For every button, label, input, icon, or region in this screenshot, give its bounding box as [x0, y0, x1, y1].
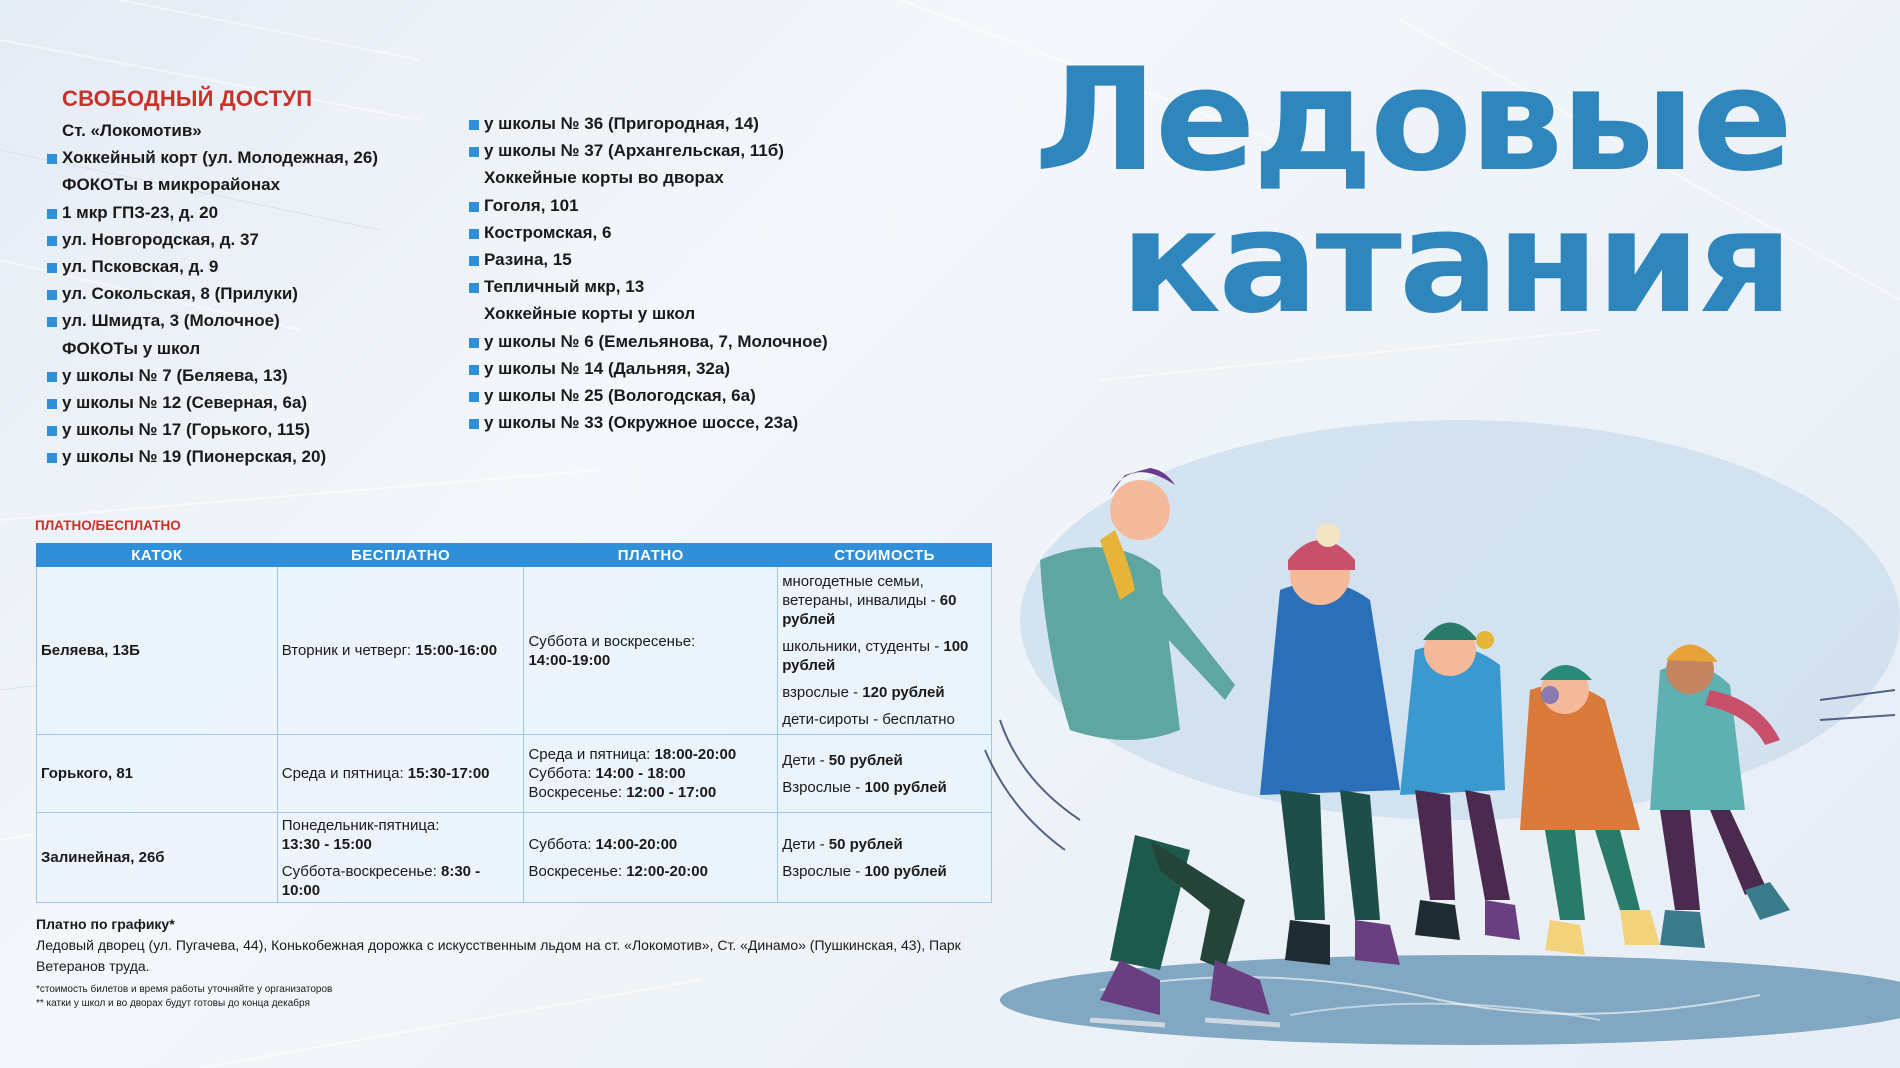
table-row — [37, 735, 992, 813]
free-access-item-label: Хоккейные корты во дворах — [484, 168, 724, 188]
bullet-icon — [469, 365, 479, 375]
free-schedule-cell-value: 15:30-17:00 — [407, 765, 490, 782]
free-schedule-cell-label: Среда и пятница: — [281, 765, 408, 782]
price-cell-label: Дети - — [782, 751, 829, 769]
free-access-group-header — [484, 164, 828, 191]
free-access-item-label: Ст. «Локомотив» — [62, 121, 202, 140]
price-cell-line — [782, 835, 987, 854]
price-cell-line — [782, 637, 987, 675]
free-access-list-right — [484, 110, 828, 436]
price-cell-value: 50 рублей — [828, 751, 903, 769]
bullet-icon — [47, 236, 57, 246]
price-cell-value: 50 рублей — [828, 835, 903, 853]
paid-schedule-cell-line — [528, 862, 773, 881]
paid-schedule-cell-value: 14:00-20:00 — [595, 835, 678, 853]
paid-schedule-cell-value: 18:00-20:00 — [654, 746, 737, 763]
paid-schedule-cell-line — [528, 632, 773, 670]
price-cell-label: дети-сироты - бесплатно — [782, 711, 955, 728]
paid-schedule-cell-value: 14:00 - 18:00 — [595, 765, 686, 782]
price-cell-value: 100 рублей — [782, 638, 969, 674]
paid-schedule-cell-label: Воскресенье: — [528, 862, 627, 880]
bullet-icon — [47, 263, 57, 273]
page-title-line-2: катания — [1119, 180, 1790, 345]
free-access-item-label: у школы № 19 (Пионерская, 20) — [62, 447, 327, 467]
free-access-item-label: Костромская, 6 — [484, 222, 612, 242]
bullet-icon — [469, 283, 479, 293]
paid-schedule-cell-value: 14:00-19:00 — [528, 651, 611, 669]
paid-schedule-cell-label: Среда и пятница: — [528, 746, 655, 763]
free-access-list-item — [62, 362, 378, 389]
bullet-icon — [47, 453, 57, 463]
free-access-item-label: ул. Новгородская, д. 37 — [62, 229, 259, 249]
paid-schedule-cell-line — [528, 783, 773, 802]
free-access-list-item — [484, 328, 828, 355]
free-schedule-cell-label: Вторник и четверг: — [281, 642, 416, 659]
free-access-group-header — [62, 335, 378, 362]
price-cell-line — [782, 778, 987, 797]
free-schedule-cell-label: Понедельник-пятница: — [281, 816, 440, 834]
price-cell-line — [782, 683, 987, 702]
free-access-item-label: у школы № 25 (Вологодская, 6а) — [484, 385, 756, 405]
free-access-item-label: Хоккейный корт (ул. Молодежная, 26) — [62, 148, 378, 168]
schedule-table — [36, 543, 992, 903]
free-access-group-header — [484, 300, 828, 327]
free-access-title: СВОБОДНЫЙ ДОСТУП — [62, 86, 313, 111]
paid-free-title: ПЛАТНО/БЕСПЛАТНО — [35, 518, 181, 533]
free-schedule-cell-line — [282, 641, 520, 660]
paid-schedule-cell-line — [528, 745, 773, 764]
bullet-icon — [469, 392, 479, 402]
price-cell-line — [782, 710, 987, 729]
bullet-icon — [47, 317, 57, 327]
price-cell-label: взрослые - — [782, 684, 863, 701]
price-cell-label: Взрослые - — [782, 778, 865, 796]
paid-schedule-cell-line — [528, 764, 773, 783]
free-access-list-item — [62, 443, 378, 470]
free-access-list-item — [484, 273, 828, 300]
table-row — [37, 813, 992, 903]
footnote-1: *стоимость билетов и время работы уточняйте у организаторов — [36, 984, 333, 995]
price-cell-line — [782, 751, 987, 770]
free-schedule-cell-line — [282, 764, 520, 783]
free-access-item-label: Тепличный мкр, 13 — [484, 277, 645, 297]
bullet-icon — [469, 256, 479, 266]
page-title-line-1: Ледовые — [1033, 38, 1790, 203]
paid-schedule-cell-line — [528, 835, 773, 854]
price-cell-value: 60 рублей — [782, 592, 957, 628]
free-access-list-item — [62, 199, 378, 226]
page-title — [992, 38, 1790, 345]
free-access-item-label: ул. Шмидта, 3 (Молочное) — [62, 311, 280, 331]
free-access-item-label: у школы № 17 (Горького, 115) — [62, 420, 311, 440]
free-access-item-label: Хоккейные корты у школ — [484, 304, 696, 324]
free-access-item-label: у школы № 36 (Пригородная, 14) — [484, 114, 759, 133]
column-header-free: БЕСПЛАТНО — [277, 544, 524, 567]
bullet-icon — [469, 338, 479, 348]
notes-block — [36, 914, 996, 1011]
free-schedule-cell-value: 8:30 - 10:00 — [281, 862, 481, 899]
free-schedule-cell-line — [282, 816, 520, 854]
price-cell-value: 100 рублей — [864, 778, 947, 796]
free-access-list-item — [484, 219, 828, 246]
free-access-list-item — [62, 389, 378, 416]
paid-schedule-cell-value: 12:00-20:00 — [626, 862, 708, 880]
free-access-item-label: Гоголя, 101 — [484, 195, 579, 215]
paid-schedule-cell-value: 12:00 - 17:00 — [626, 784, 717, 801]
free-access-item-label: ул. Псковская, д. 9 — [62, 256, 219, 276]
free-access-list-left — [62, 117, 378, 470]
footnote-2: ** катки у школ и во дворах будут готовы до конца декабря — [36, 998, 310, 1009]
free-access-item-label: у школы № 7 (Беляева, 13) — [62, 365, 288, 385]
price-cell-label: Дети - — [782, 835, 829, 853]
table-row — [37, 567, 992, 735]
free-access-group-header — [62, 117, 378, 144]
free-access-list-item — [62, 280, 378, 307]
free-access-list-item — [484, 110, 828, 137]
free-access-item-label: Разина, 15 — [484, 249, 572, 269]
rink-name-cell: Залинейная, 26б — [37, 813, 278, 903]
free-access-list-item — [484, 382, 828, 409]
bullet-icon — [47, 209, 57, 219]
price-cell-label: многодетные семьи, ветераны, инвалиды - — [782, 573, 940, 609]
price-cell-line — [782, 862, 987, 881]
free-access-group-header — [62, 171, 378, 198]
free-schedule-cell — [277, 735, 524, 813]
free-access-item-label: у школы № 14 (Дальняя, 32а) — [484, 358, 730, 378]
bullet-icon — [47, 154, 57, 164]
free-access-list-item — [62, 226, 378, 253]
free-access-item-label: у школы № 12 (Северная, 6а) — [62, 392, 308, 412]
bullet-icon — [47, 290, 57, 300]
column-header-paid: ПЛАТНО — [524, 544, 778, 567]
paid-schedule-cell-label: Суббота: — [528, 765, 596, 782]
free-access-list-item — [62, 307, 378, 334]
free-access-list-item — [484, 192, 828, 219]
bullet-icon — [469, 419, 479, 429]
schedule-header-row — [37, 544, 992, 567]
price-cell-line — [782, 572, 987, 629]
price-cell-value: 120 рублей — [862, 684, 945, 701]
column-header-rink: КАТОК — [37, 544, 278, 567]
skaters-illustration — [960, 400, 1900, 1068]
free-schedule-cell — [277, 567, 524, 735]
price-cell-label: Взрослые - — [782, 862, 865, 880]
column-header-cost: СТОИМОСТЬ — [778, 544, 992, 567]
free-access-item-label: 1 мкр ГПЗ-23, д. 20 — [62, 202, 219, 222]
free-access-item-label: ФОКОТы у школ — [62, 338, 201, 358]
bullet-icon — [469, 229, 479, 239]
free-access-item-label: ул. Сокольская, 8 (Прилуки) — [62, 284, 298, 304]
free-access-item-label: у школы № 33 (Окружное шоссе, 23а) — [484, 413, 799, 433]
paid-schedule-cell-label: Воскресенье: — [528, 784, 627, 801]
bullet-icon — [469, 120, 479, 130]
free-schedule-cell-value: 13:30 - 15:00 — [281, 835, 372, 853]
paid-schedule-cell-label: Суббота и воскресенье: — [528, 632, 696, 650]
free-schedule-cell-label: Суббота-воскресенье: — [281, 862, 441, 880]
free-access-list-item — [62, 416, 378, 443]
notes-text: Ледовый дворец (ул. Пугачева, 44), Конькобежная дорожка с искусственным льдом на ст. «Локомотив», Ст. «Динамо» (Пушкинская, 43), Парк Ветеранов труда. — [36, 937, 961, 974]
bullet-icon — [47, 372, 57, 382]
bullet-icon — [47, 426, 57, 436]
paid-schedule-cell — [524, 567, 778, 735]
free-access-list-item — [484, 355, 828, 382]
bullet-icon — [47, 399, 57, 409]
notes-title: Платно по графику* — [36, 916, 175, 932]
paid-schedule-cell-label: Суббота: — [528, 835, 596, 853]
free-schedule-cell-value: 15:00-16:00 — [415, 642, 498, 659]
free-schedule-cell-line — [282, 862, 520, 900]
free-access-list-item — [484, 137, 828, 164]
free-access-item-label: ФОКОТы в микрорайонах — [62, 175, 281, 195]
free-access-item-label: у школы № 6 (Емельянова, 7, Молочное) — [484, 331, 828, 351]
free-access-list-item — [62, 144, 378, 171]
free-access-item-label: у школы № 37 (Архангельская, 11б) — [484, 141, 784, 161]
free-access-list-item — [62, 253, 378, 280]
paid-schedule-cell — [524, 735, 778, 813]
price-cell-label: школьники, студенты - — [782, 638, 944, 655]
free-access-list-item — [484, 409, 828, 436]
bullet-icon — [469, 202, 479, 212]
rink-name-cell: Горького, 81 — [37, 735, 278, 813]
price-cell-value: 100 рублей — [864, 862, 947, 880]
bullet-icon — [469, 147, 479, 157]
free-schedule-cell — [277, 813, 524, 903]
paid-schedule-cell — [524, 813, 778, 903]
rink-name-cell: Беляева, 13Б — [37, 567, 278, 735]
free-access-list-item — [484, 246, 828, 273]
